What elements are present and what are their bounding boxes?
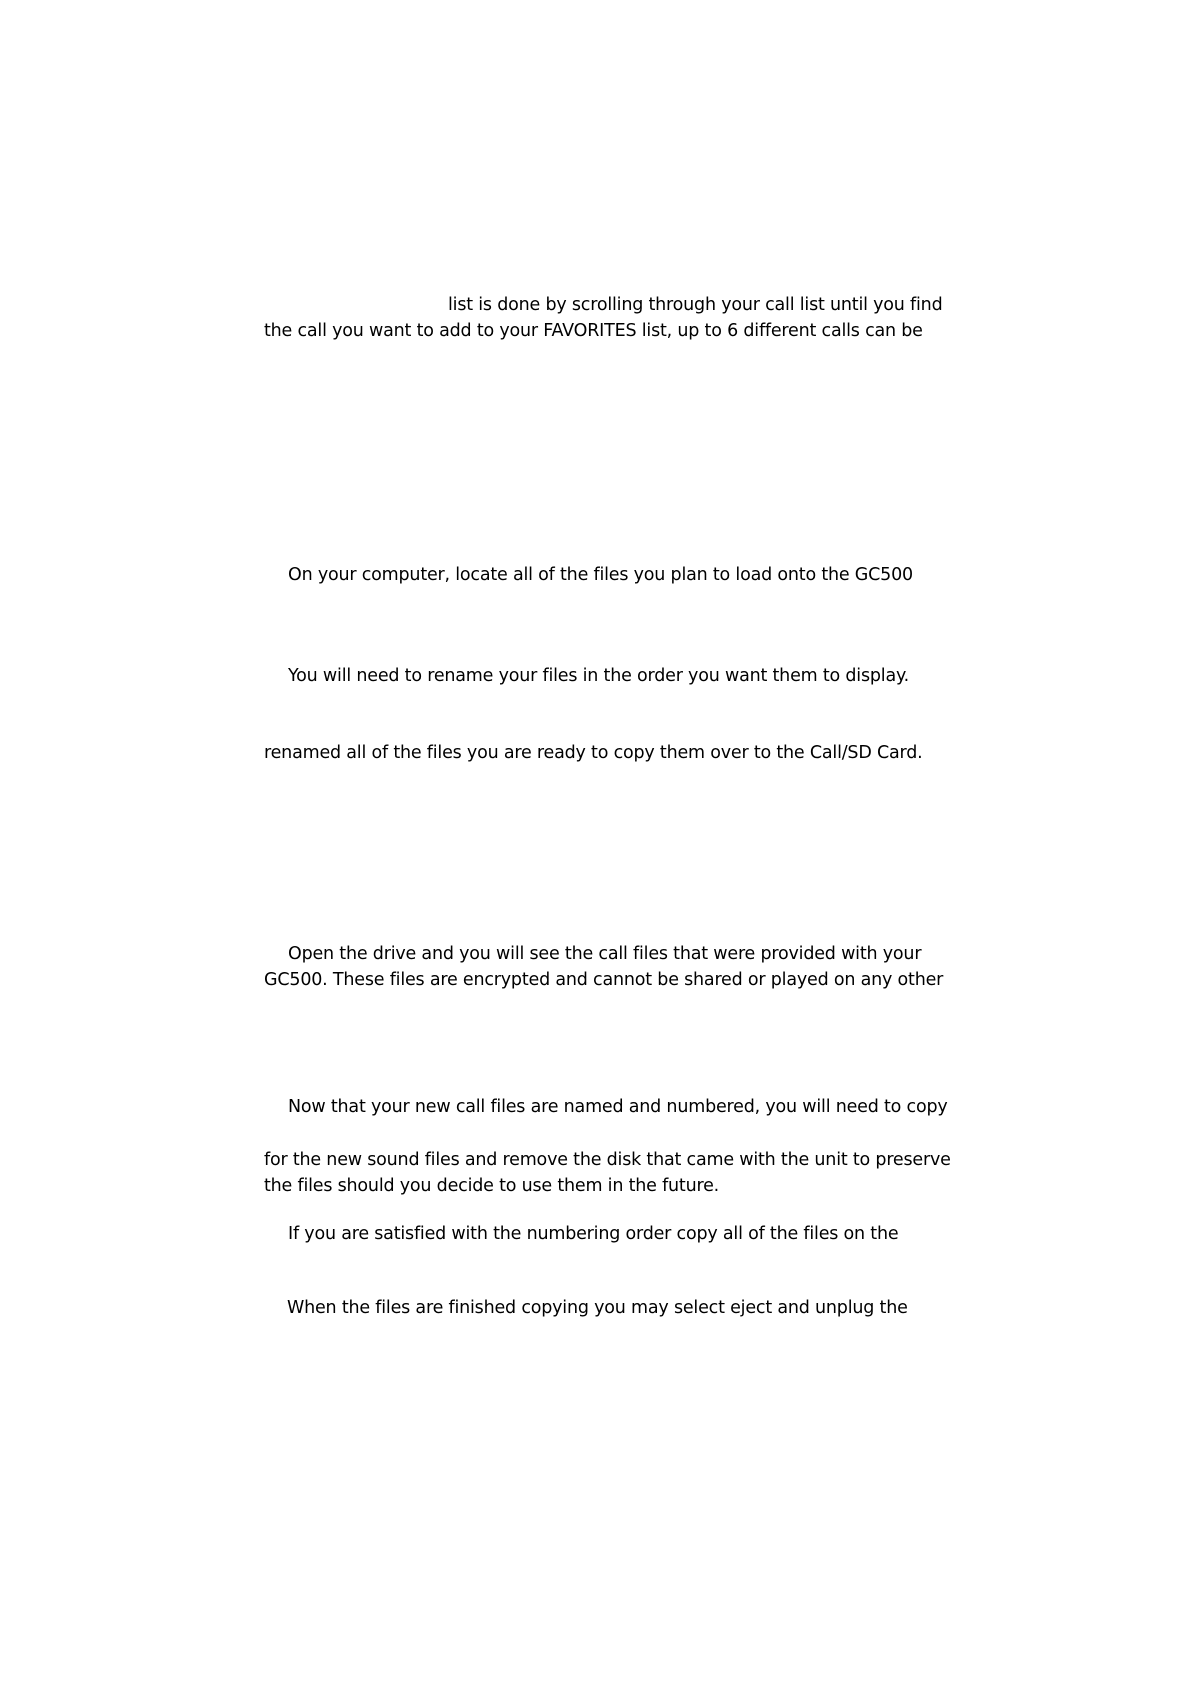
text-line-favorites-2: the call you want to add to your FAVORITES list, up to 6 different calls can be [264,321,923,341]
text-line-locate-files: On your computer, locate all of the files you plan to load onto the GC500 [288,565,913,585]
text-line-copy-files: renamed all of the files you are ready to copy them over to the Call/SD Card. [264,743,923,763]
text-line-numbered-2: for the new sound files and remove the disk that came with the unit to preserve [264,1150,951,1170]
text-line-numbered-1: Now that your new call files are named and numbered, you will need to copy [288,1097,948,1117]
text-line-favorites-1: list is done by scrolling through your call list until you find [448,295,943,315]
text-line-rename-files: You will need to rename your files in the order you want them to display. [288,666,909,686]
text-line-numbered-3: the files should you decide to use them in the future. [264,1176,720,1196]
text-line-open-drive-2: GC500. These files are encrypted and cannot be shared or played on any other [264,970,944,990]
text-line-eject: When the files are finished copying you may select eject and unplug the [287,1298,908,1318]
text-line-open-drive-1: Open the drive and you will see the call files that were provided with your [288,944,922,964]
text-line-satisfied: If you are satisfied with the numbering order copy all of the files on the [288,1224,899,1244]
